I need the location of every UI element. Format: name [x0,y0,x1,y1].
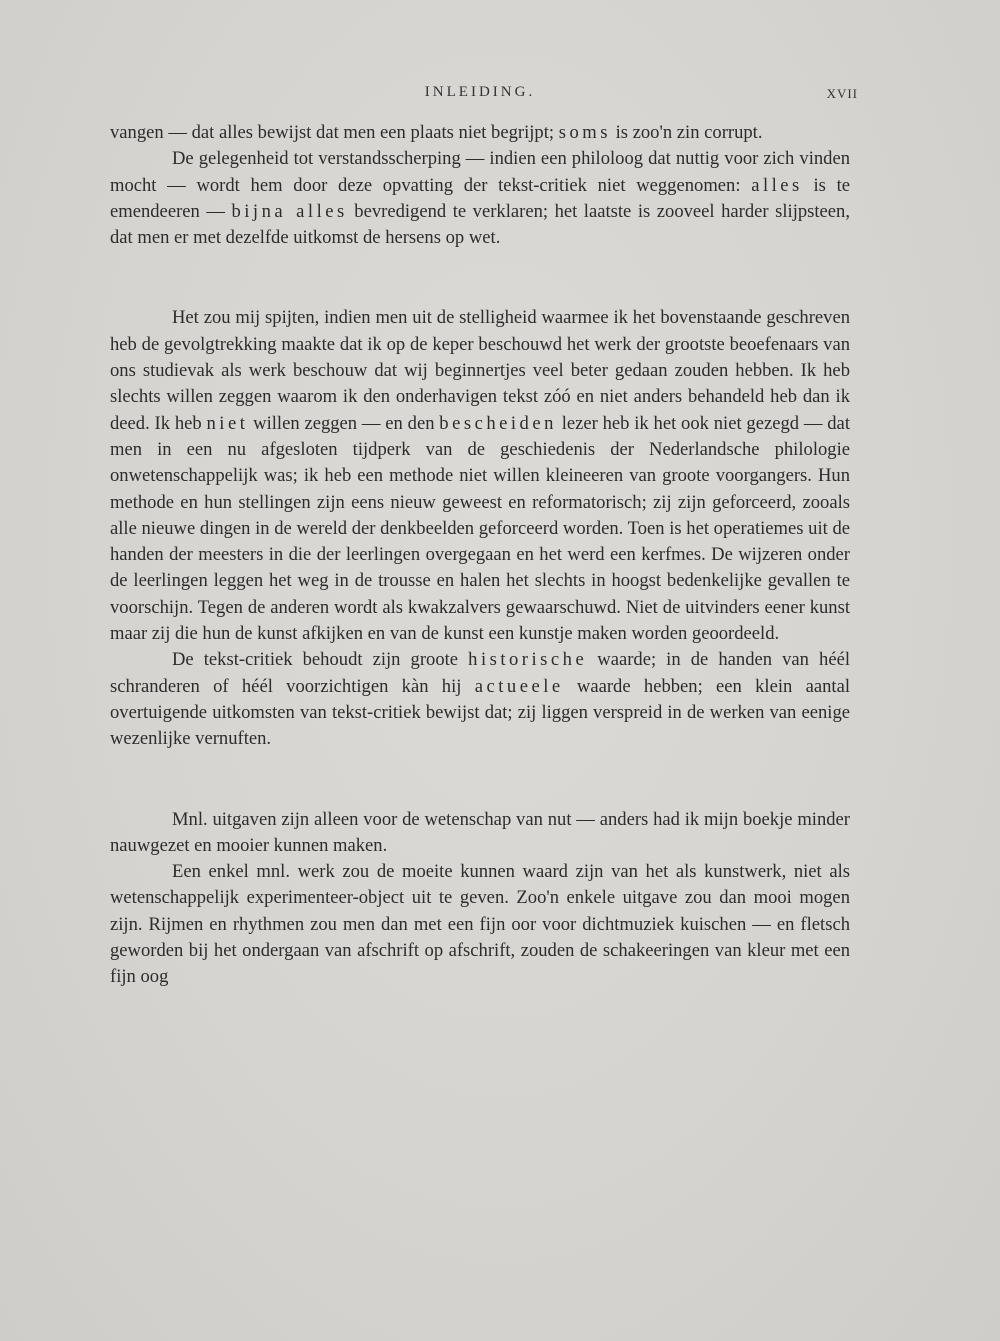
text-segment: bevredigend te verklaren; het laatste is zooveel harder slijpsteen, dat men er met dezelfde uitkomst de hersens op wet. [110,200,851,249]
spaced-emphasis: niet [206,412,249,434]
spaced-emphasis: bescheiden [439,412,557,434]
paragraph-3 [110,305,850,647]
text-segment: De tekst-critiek behoudt zijn groote [172,649,469,671]
text-segment: waarde; in de handen van héél schranderen of héél voorzichtigen kàn hij [110,649,850,697]
spaced-emphasis: alles [751,174,803,196]
paragraph-5 [110,807,850,860]
running-head [110,84,858,104]
paragraph-2 [110,146,850,251]
text-segment: De gelegenheid tot verstandsscherping — indien een philoloog dat nuttig voor zich vinden mocht — wordt hem door deze opvatting der tekst-critiek niet weggenomen: [110,148,850,196]
page-number: XVII [826,86,858,101]
text-segment: vangen — dat alles bewijst dat men een plaats niet begrijpt; [110,122,559,143]
text-segment: is te emendeeren — [110,174,850,222]
text-segment: Een enkel mnl. werk zou de moeite kunnen waard zijn van het als kunstwerk, niet als wetenschappelijk experimenteer-object uit te geven. Zoo'n enkele uitgave zou dan mooi mogen zijn. Rijmen en rhythmen zou men dan met een fijn oor voor dichtmuziek kuischen — en fletsch geworden bij het ondergaan van afschrift op afschrift, zouden de schakeeringen van kleur met een fijn oog [110,861,850,988]
paragraph-4 [110,647,850,752]
text-segment: is zoo'n zin corrupt. [610,122,763,143]
text-segment: willen zeggen — en den [248,412,440,434]
spaced-emphasis: soms [558,122,611,143]
paragraph-6 [110,859,850,990]
running-title: INLEIDING. [424,84,536,100]
text-segment: lezer heb ik het ook niet gezegd — dat men in een nu afgesloten tijdperk van de geschiedenis der Nederlandsche philologie onwetenschappelijk was; ik heb een methode niet willen kleineeren van groote voorgangers. Hun methode en hun stellingen zijn eens nieuw geweest en reformatorisch; zij zijn geforceerd, zooals alle nieuwe dingen in de wereld der denkbeelden geforceerd worden. Toen is het operatiemes uit de handen der meesters in die der leerlingen overgegaan en het werd een kerfmes. De wijzeren onder de leerlingen leggen het weg in de trousse en halen het slechts in hoogst bedenkelijke gevallen te voorschijn. Tegen de anderen wordt als kwakzalvers gewaarschuwd. Niet de uitvinders eener kunst maar zij die hun de kunst afkijken en van de kunst een kunstje maken worden geoordeeld. [110,412,850,645]
text-segment: waarde hebben; een klein aantal overtuigende uitkomsten van tekst-critiek bewijst dat; zij liggen verspreid in de werken van eenige wezenlijke vernuften. [110,675,850,750]
paragraph-1 [110,120,850,146]
spaced-emphasis: bijna alles [231,200,348,222]
spaced-emphasis: actueele [474,675,564,697]
body-text [110,120,850,991]
spaced-emphasis: historische [468,649,588,671]
text-segment: Het zou mij spijten, indien men uit de stelligheid waarmee ik het bovenstaande geschreven heb de gevolgtrekking maakte dat ik op de keper beschouwd het werk der grootste beoefenaars van ons studievak als werk beschouw dat wij beginnertjes veel beter gedaan zouden hebben. Ik heb slechts willen zeggen waarom ik den onderhavigen tekst zóó en niet anders behandeld heb dan ik deed. Ik heb [110,307,850,434]
text-segment: Mnl. uitgaven zijn alleen voor de wetenschap van nut — anders had ik mijn boekje minder nauwgezet en mooier kunnen maken. [110,808,850,856]
